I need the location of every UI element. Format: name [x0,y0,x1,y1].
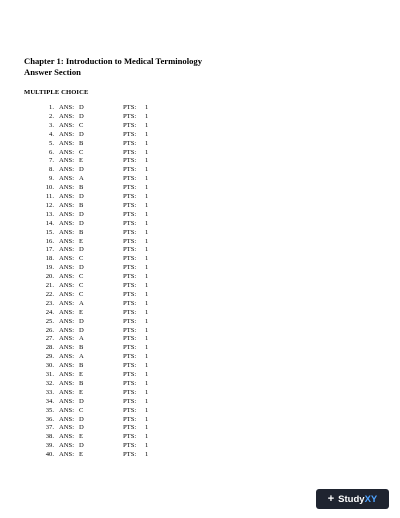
brand-suffix: XY [364,493,378,505]
answer-number: 34. [45,397,54,405]
pts-value: 1 [145,255,149,263]
ans-label: ANS: [59,201,75,209]
ans-label: ANS: [59,379,75,387]
answer-number: 7. [49,157,54,165]
pts-value: 1 [145,335,149,343]
pts-label: PTS: [123,406,137,414]
pts-value: 1 [145,308,149,316]
answer-row [0,300,400,309]
pts-value: 1 [145,424,149,432]
ans-label: ANS: [59,282,75,289]
answer-number: 15. [45,228,54,236]
ans-label: ANS: [59,246,75,254]
answer-row [0,335,400,344]
ans-label: ANS: [59,371,75,378]
ans-label: ANS: [59,406,75,414]
pts-label: PTS: [123,184,137,192]
answer-number: 3. [49,121,54,129]
answer-number: 1. [49,104,54,111]
answer-letter: D [79,166,84,174]
answer-number: 13. [45,210,54,218]
pts-label: PTS: [123,290,137,298]
answer-letter: D [79,317,84,325]
ans-label: ANS: [59,130,75,138]
ans-label: ANS: [59,166,75,174]
answer-number: 33. [45,388,54,396]
ans-label: ANS: [59,121,75,129]
answer-row [0,282,400,291]
answer-row [0,318,400,327]
pts-label: PTS: [123,335,137,343]
pts-value: 1 [145,264,149,272]
answer-letter: E [79,371,84,378]
pts-value: 1 [145,282,149,289]
answer-row [0,362,400,371]
pts-label: PTS: [123,166,137,174]
pts-value: 1 [145,210,149,218]
answer-row [0,122,400,131]
answer-letter: B [79,228,84,236]
answer-row [0,238,400,247]
ans-label: ANS: [59,362,75,370]
answer-row [0,407,400,416]
answer-row [0,229,400,238]
pts-value: 1 [145,201,149,209]
answer-letter: A [79,299,84,307]
answer-letter: B [79,362,84,370]
title-line-2: Answer Section [24,67,81,77]
answer-number: 6. [49,148,54,156]
answer-number: 20. [45,273,54,281]
answer-letter: C [79,121,84,129]
answer-row [0,424,400,433]
pts-label: PTS: [123,388,137,396]
answer-number: 9. [49,175,54,183]
ans-label: ANS: [59,112,75,120]
pts-label: PTS: [123,451,137,459]
pts-value: 1 [145,121,149,129]
answer-letter: D [79,397,84,405]
pts-label: PTS: [123,326,137,334]
pts-label: PTS: [123,139,137,147]
answer-row [0,246,400,255]
answer-number: 39. [45,442,54,450]
answer-number: 30. [45,362,54,370]
answer-letter: B [79,201,84,209]
answer-letter: D [79,193,84,200]
pts-value: 1 [145,397,149,405]
pts-value: 1 [145,371,149,378]
pts-value: 1 [145,344,149,352]
pts-value: 1 [145,228,149,236]
pts-label: PTS: [123,112,137,120]
answer-row [0,220,400,229]
pts-value: 1 [145,451,149,459]
answer-letter: E [79,308,84,316]
answer-number: 22. [45,290,54,298]
pts-label: PTS: [123,130,137,138]
answer-letter: C [79,290,84,298]
pts-value: 1 [145,157,149,165]
answer-row [0,451,400,460]
ans-label: ANS: [59,104,75,111]
document-title [24,56,202,78]
pts-label: PTS: [123,397,137,405]
pts-value: 1 [145,166,149,174]
ans-label: ANS: [59,290,75,298]
answer-number: 4. [49,130,54,138]
ans-label: ANS: [59,219,75,227]
pts-label: PTS: [123,415,137,423]
answer-row [0,166,400,175]
pts-label: PTS: [123,175,137,183]
answer-letter: B [79,139,84,147]
answer-number: 8. [49,166,54,174]
pts-value: 1 [145,175,149,183]
pts-value: 1 [145,353,149,361]
answer-row [0,309,400,318]
answer-letter: D [79,246,84,254]
answer-number: 36. [45,415,54,423]
ans-label: ANS: [59,273,75,281]
answer-number: 24. [45,308,54,316]
answer-row [0,202,400,211]
pts-value: 1 [145,104,149,111]
answer-number: 31. [45,371,54,378]
ans-label: ANS: [59,335,75,343]
answer-letter: D [79,112,84,120]
answer-letter: E [79,388,84,396]
answer-letter: D [79,424,84,432]
answer-letter: C [79,148,84,156]
ans-label: ANS: [59,442,75,450]
answer-letter: D [79,326,84,334]
answer-row [0,113,400,122]
answer-letter: C [79,255,84,263]
answer-letter: C [79,406,84,414]
answer-row [0,149,400,158]
pts-value: 1 [145,237,149,245]
answer-letter: A [79,353,84,361]
title-line-1: Chapter 1: Introduction to Medical Terminology [24,56,203,66]
answer-number: 18. [45,255,54,263]
pts-label: PTS: [123,442,137,450]
pts-value: 1 [145,433,149,441]
pts-label: PTS: [123,264,137,272]
answer-letter: A [79,335,84,343]
answer-number: 19. [45,264,54,272]
answer-row [0,184,400,193]
answer-row [0,255,400,264]
ans-label: ANS: [59,157,75,165]
answer-row [0,140,400,149]
pts-label: PTS: [123,246,137,254]
ans-label: ANS: [59,317,75,325]
answer-number: 26. [45,326,54,334]
ans-label: ANS: [59,228,75,236]
answer-number: 25. [45,317,54,325]
answer-number: 10. [45,184,54,192]
pts-label: PTS: [123,121,137,129]
pts-value: 1 [145,193,149,200]
pts-value: 1 [145,246,149,254]
ans-label: ANS: [59,264,75,272]
answer-letter: E [79,433,84,441]
pts-value: 1 [145,112,149,120]
answer-row [0,389,400,398]
pts-value: 1 [145,299,149,307]
ans-label: ANS: [59,451,75,459]
answer-row [0,398,400,407]
ans-label: ANS: [59,255,75,263]
answer-letter: C [79,282,84,289]
answer-number: 5. [49,139,54,147]
pts-value: 1 [145,406,149,414]
answer-number: 38. [45,433,54,441]
answer-number: 17. [45,246,54,254]
pts-label: PTS: [123,219,137,227]
pts-label: PTS: [123,273,137,281]
answer-letter: D [79,210,84,218]
pts-label: PTS: [123,317,137,325]
ans-label: ANS: [59,193,75,200]
answer-row [0,273,400,282]
answer-letter: E [79,157,84,165]
pts-label: PTS: [123,148,137,156]
answer-row [0,175,400,184]
pts-label: PTS: [123,210,137,218]
ans-label: ANS: [59,397,75,405]
ans-label: ANS: [59,184,75,192]
ans-label: ANS: [59,139,75,147]
answer-row [0,371,400,380]
answer-number: 21. [45,282,54,289]
pts-label: PTS: [123,344,137,352]
pts-label: PTS: [123,282,137,289]
answer-number: 11. [46,193,54,200]
answer-number: 23. [45,299,54,307]
ans-label: ANS: [59,148,75,156]
pts-value: 1 [145,379,149,387]
answer-row [0,353,400,362]
pts-value: 1 [145,415,149,423]
section-heading: MULTIPLE CHOICE [24,89,89,96]
answer-number: 2. [49,112,54,120]
pts-value: 1 [145,139,149,147]
pts-label: PTS: [123,104,137,111]
plus-icon: + [327,492,335,505]
answer-row [0,442,400,451]
answer-number: 40. [45,451,54,459]
ans-label: ANS: [59,326,75,334]
answer-number: 35. [45,406,54,414]
answer-row [0,416,400,425]
answer-letter: B [79,344,84,352]
ans-label: ANS: [59,237,75,245]
pts-label: PTS: [123,237,137,245]
pts-value: 1 [145,273,149,281]
answer-letter: D [79,442,84,450]
answer-row [0,264,400,273]
pts-label: PTS: [123,193,137,200]
ans-label: ANS: [59,344,75,352]
answer-row [0,157,400,166]
pts-value: 1 [145,130,149,138]
answer-number: 14. [45,219,54,227]
answer-letter: A [79,175,84,183]
ans-label: ANS: [59,433,75,441]
pts-value: 1 [145,326,149,334]
pts-value: 1 [145,362,149,370]
pts-label: PTS: [123,228,137,236]
answer-letter: D [79,264,84,272]
answer-letter: B [79,379,84,387]
brand-prefix: Study [338,493,365,505]
pts-label: PTS: [123,299,137,307]
pts-value: 1 [145,148,149,156]
answer-row [0,291,400,300]
answer-letter: B [79,184,84,192]
pts-value: 1 [145,317,149,325]
ans-label: ANS: [59,175,75,183]
answer-row [0,211,400,220]
pts-label: PTS: [123,353,137,361]
answer-number: 29. [45,353,54,361]
pts-label: PTS: [123,157,137,165]
answer-number: 16. [45,237,54,245]
answer-number: 28. [45,344,54,352]
pts-label: PTS: [123,255,137,263]
answer-letter: E [79,451,84,459]
answer-number: 37. [45,424,54,432]
pts-value: 1 [145,388,149,396]
ans-label: ANS: [59,308,75,316]
answer-letter: E [79,237,84,245]
ans-label: ANS: [59,353,75,361]
answer-row [0,327,400,336]
pts-label: PTS: [123,371,137,378]
ans-label: ANS: [59,299,75,307]
ans-label: ANS: [59,388,75,396]
answer-row [0,380,400,389]
answer-row [0,344,400,353]
pts-label: PTS: [123,201,137,209]
pts-value: 1 [145,219,149,227]
answer-letter: D [79,415,84,423]
pts-value: 1 [145,290,149,298]
answer-row [0,131,400,140]
answer-number: 32. [45,379,54,387]
answer-row [0,433,400,442]
pts-label: PTS: [123,362,137,370]
ans-label: ANS: [59,415,75,423]
pts-label: PTS: [123,379,137,387]
answer-letter: D [79,104,84,111]
pts-label: PTS: [123,424,137,432]
studyxy-watermark [316,489,389,509]
ans-label: ANS: [59,424,75,432]
pts-value: 1 [145,184,149,192]
answer-number: 12. [45,201,54,209]
pts-label: PTS: [123,308,137,316]
answer-row [0,104,400,113]
answer-letter: D [79,130,84,138]
answer-letter: D [79,219,84,227]
answer-number: 27. [45,335,54,343]
answer-letter: C [79,273,84,281]
pts-label: PTS: [123,433,137,441]
ans-label: ANS: [59,210,75,218]
pts-value: 1 [145,442,149,450]
answer-row [0,193,400,202]
